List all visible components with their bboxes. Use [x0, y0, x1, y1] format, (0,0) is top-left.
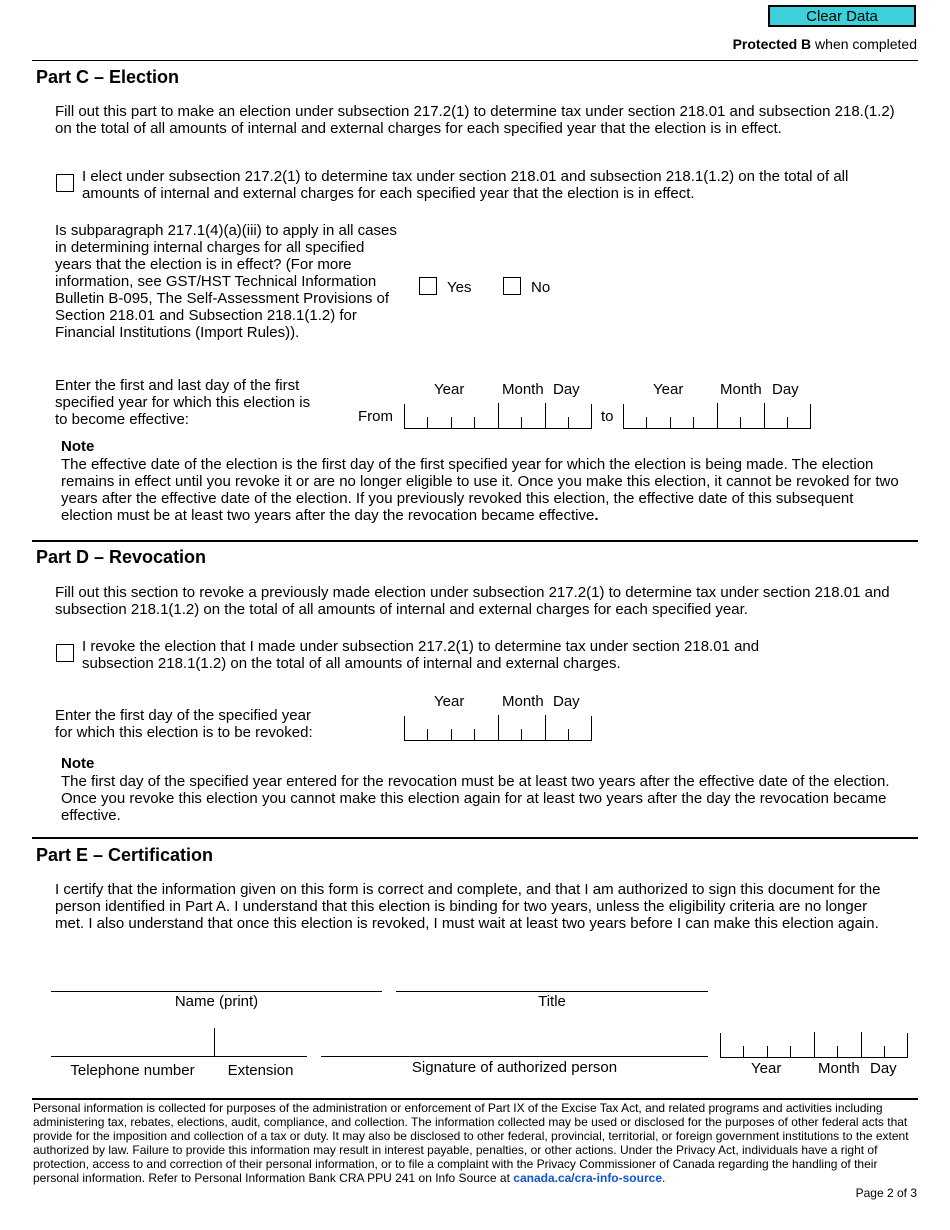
- from-date-field[interactable]: [404, 404, 592, 429]
- header-divider: [32, 60, 918, 61]
- signature-date-tick: [790, 1046, 791, 1057]
- privacy-notice: [33, 1101, 913, 1185]
- signature-date-tick: [884, 1046, 885, 1057]
- part-d-title: Part D – Revocation: [36, 547, 207, 567]
- no-label: No: [531, 279, 551, 296]
- part-c-note-end: .: [594, 507, 599, 524]
- from-date-tick: [427, 417, 428, 428]
- extension-label: Extension: [227, 1062, 294, 1079]
- yes-label: Yes: [447, 279, 472, 296]
- from-date-divider: [545, 403, 546, 428]
- revoke-date-tick: [568, 729, 569, 740]
- yes-checkbox[interactable]: [419, 277, 437, 295]
- part-d-divider: [32, 837, 918, 839]
- signature-month-label: Month: [818, 1060, 860, 1077]
- revoke-date-tick: [427, 729, 428, 740]
- from-date-tick: [451, 417, 452, 428]
- part-d-note-title: Note: [61, 755, 95, 772]
- telephone-line[interactable]: [51, 1056, 307, 1057]
- from-date-tick: [474, 417, 475, 428]
- to-date-tick: [693, 417, 694, 428]
- revoke-day-label: Day: [553, 693, 580, 710]
- signature-date-divider: [814, 1032, 815, 1057]
- part-d-intro: Fill out this section to revoke a previously made election under subsection 217.2(1) to determine tax under section 218.01 and subsection 218.1(1.2) on the total of all amounts of internal and external charges for each specified year.: [55, 584, 890, 618]
- revoke-year-label: Year: [434, 693, 465, 710]
- revoke-checkbox[interactable]: [56, 644, 74, 662]
- from-date-tick: [568, 417, 569, 428]
- to-date-tick: [787, 417, 788, 428]
- from-day-label: Day: [553, 381, 580, 398]
- part-e-title: Part E – Certification: [36, 845, 214, 865]
- name-line[interactable]: [51, 991, 382, 992]
- period-text: Enter the first and last day of the first specified year for which this election is to become effective:: [55, 377, 311, 428]
- revoke-date-tick: [521, 729, 522, 740]
- signature-line[interactable]: [321, 1056, 708, 1057]
- signature-date-field[interactable]: [720, 1033, 908, 1058]
- revoke-date-tick: [474, 729, 475, 740]
- name-label: Name (print): [174, 993, 259, 1010]
- elect-text: I elect under subsection 217.2(1) to determine tax under section 218.01 and subsection 218.1(1.2) on the total of all amounts of internal and external charges for each specified year that the election is in effect.: [82, 168, 849, 202]
- revoke-date-tick: [451, 729, 452, 740]
- privacy-text-end: .: [662, 1171, 666, 1185]
- signature-year-label: Year: [751, 1060, 782, 1077]
- from-year-label: Year: [434, 381, 465, 398]
- revoke-text: I revoke the election that I made under subsection 217.2(1) to determine tax under section 218.01 and subsection 218.1(1.2) on the total of all amounts of internal and external charges.: [82, 638, 760, 672]
- protected-b-rest: when completed: [811, 36, 917, 52]
- apply-question: Is subparagraph 217.1(4)(a)(iii) to apply in all cases in determining internal charges for all specified years that the election is in effect? (For more information, see GST/HST Technical Information Bulletin B-095, The Self-Assessment Provisions of Section 218.01 and Subsection 218.1(1.2) for Financial Institutions (Import Rules)).: [55, 222, 397, 341]
- signature-date-tick: [837, 1046, 838, 1057]
- title-line[interactable]: [396, 991, 708, 992]
- part-c-note-text: [61, 456, 909, 524]
- certification-text: I certify that the information given on this form is correct and complete, and that I am authorized to sign this document for the person identified in Part A. I understand that this election is binding for two years, unless the eligibility criteria are no longer met. I also understand that once this election is revoked, I must wait at least two years before I can make this election again.: [55, 881, 881, 932]
- from-month-label: Month: [502, 381, 544, 398]
- to-date-tick: [670, 417, 671, 428]
- part-c-note-body: The effective date of the election is the first day of the first specified year for which the election is being made. The election remains in effect until you revoke it or are no longer eligible to use it. Once you make this election, it cannot be revoked for two years after the effective date of the election. If you previously revoked this election, the effective date of this subsequent election must be at least two years after the day the revocation became effective: [61, 456, 899, 524]
- to-day-label: Day: [772, 381, 799, 398]
- part-c-note-title: Note: [61, 438, 95, 455]
- signature-date-tick: [767, 1046, 768, 1057]
- to-date-divider: [764, 403, 765, 428]
- to-date-divider: [717, 403, 718, 428]
- privacy-text: Personal information is collected for purposes of the administration or enforcement of Part IX of the Excise Tax Act, and related programs and activities including administering tax, rebates, elections, audit, compliance, and collection. The information collected may be used or disclosed for the purposes of other federal acts that provide for the imposition and collection of a tax or duty. It may also be disclosed to other federal, provincial, territorial, or foreign government institutions to the extent authorized by law. Failure to provide this information may result in interest payable, penalties, or other actions. Under the Privacy Act, individuals have a right of protection, access to and correction of their personal information, or to file a complaint with the Privacy Commissioner of Canada regarding the handling of their personal information. Refer to Personal Information Bank CRA PPU 241 on Info Source at: [33, 1101, 909, 1185]
- signature-label: Signature of authorized person: [411, 1059, 618, 1076]
- part-c-intro: Fill out this part to make an election under subsection 217.2(1) to determine tax under section 218.01 and subsection 218.(1.2) on the total of all amounts of internal and external charges for each specified year that the election is in effect.: [55, 103, 895, 137]
- from-label: From: [358, 408, 393, 425]
- to-month-label: Month: [720, 381, 762, 398]
- info-source-link[interactable]: canada.ca/cra-info-source: [513, 1171, 662, 1185]
- elect-checkbox[interactable]: [56, 174, 74, 192]
- clear-data-button[interactable]: Clear Data: [768, 5, 916, 27]
- protected-b-label: [733, 36, 917, 52]
- no-checkbox[interactable]: [503, 277, 521, 295]
- footer-divider: [32, 1098, 918, 1100]
- telephone-label: Telephone number: [70, 1062, 195, 1079]
- to-date-field[interactable]: [623, 404, 811, 429]
- from-date-divider: [498, 403, 499, 428]
- part-c-divider: [32, 540, 918, 542]
- from-date-tick: [521, 417, 522, 428]
- to-date-tick: [646, 417, 647, 428]
- revoke-month-label: Month: [502, 693, 544, 710]
- part-d-note-text: The first day of the specified year entered for the revocation must be at least two years after the effective date of the election. Once you revoke this election you cannot make this election again for at least two years after the day the revocation became effective.: [61, 773, 890, 824]
- revoke-date-field[interactable]: [404, 716, 592, 741]
- revoke-date-text: Enter the first day of the specified year for which this election is to be revoked:: [55, 707, 313, 741]
- signature-date-divider: [861, 1032, 862, 1057]
- to-year-label: Year: [653, 381, 684, 398]
- signature-date-tick: [743, 1046, 744, 1057]
- telephone-extension-divider: [214, 1028, 215, 1056]
- part-c-title: Part C – Election: [36, 67, 180, 87]
- signature-day-label: Day: [870, 1060, 897, 1077]
- protected-b-bold: Protected B: [732, 36, 812, 52]
- revoke-date-divider: [498, 715, 499, 740]
- to-label: to: [601, 408, 614, 425]
- to-date-tick: [740, 417, 741, 428]
- revoke-date-divider: [545, 715, 546, 740]
- page-number: Page 2 of 3: [855, 1186, 917, 1200]
- title-label: Title: [538, 993, 566, 1010]
